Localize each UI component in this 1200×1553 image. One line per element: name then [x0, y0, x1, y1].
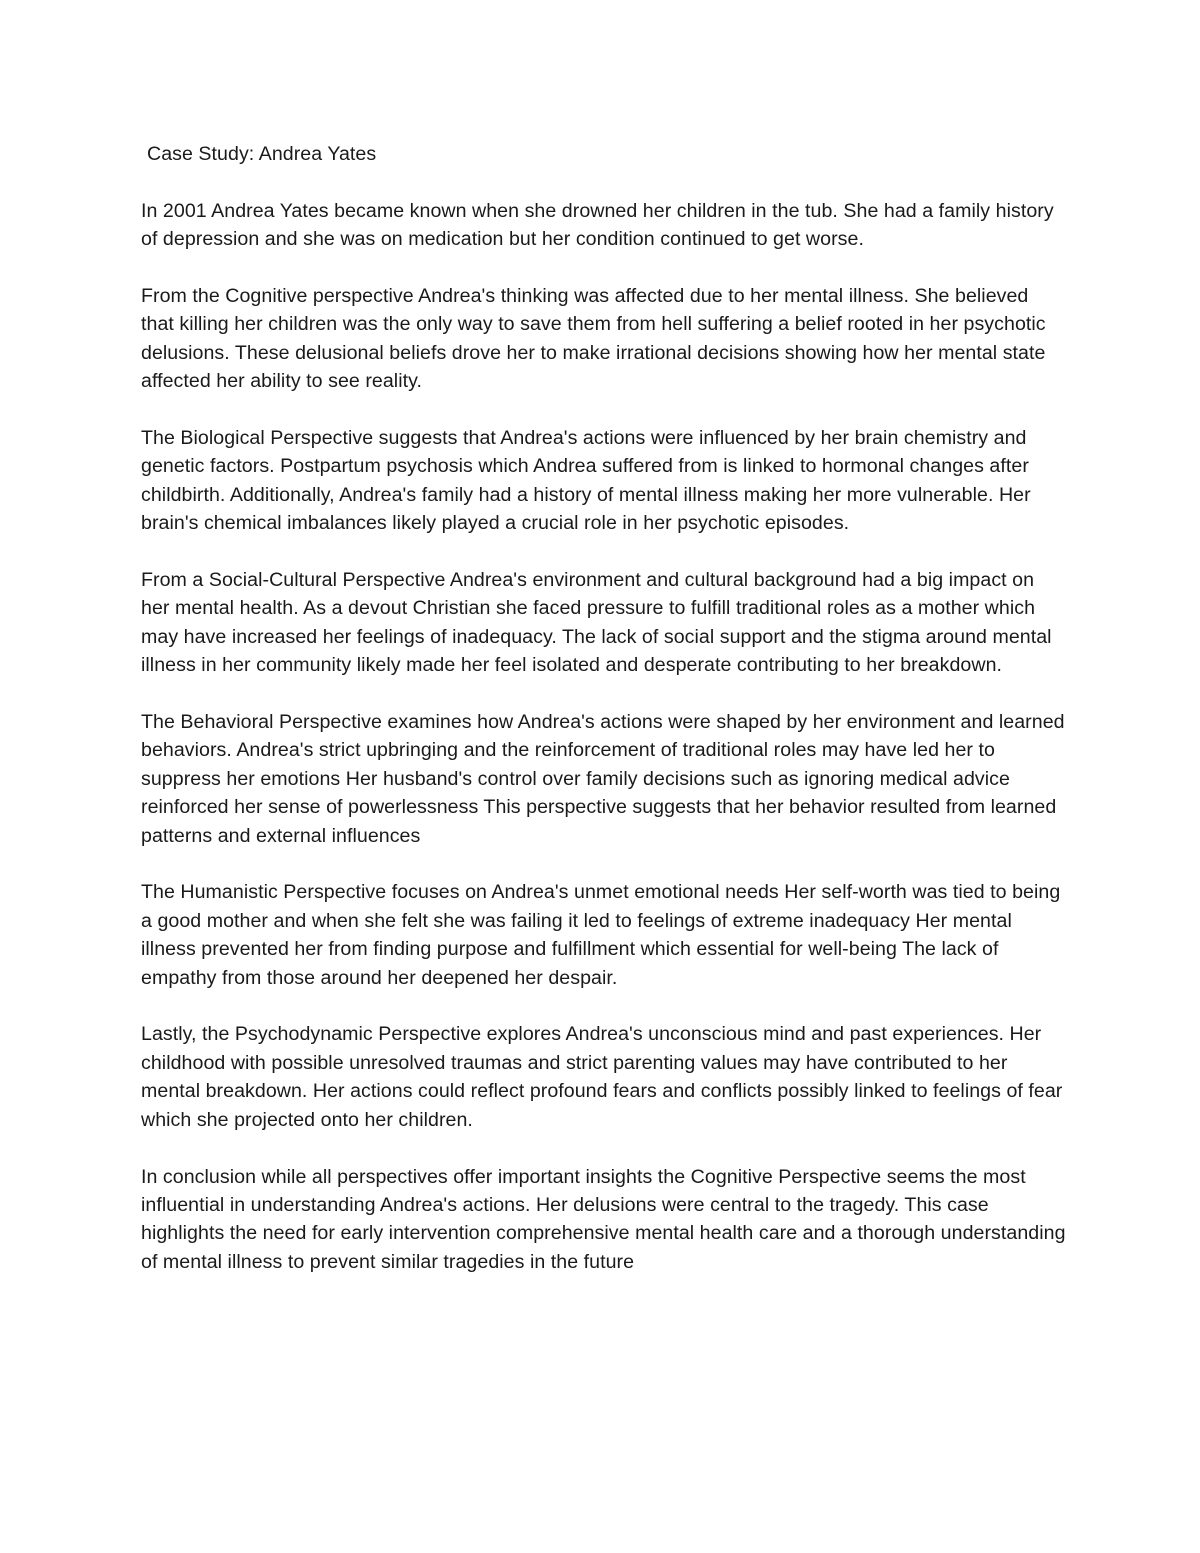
paragraph-intro: In 2001 Andrea Yates became known when she drowned her children in the tub. She had a family history of depression and she was on medication but her condition continued to get worse.	[141, 199, 1054, 251]
document-title: Case Study: Andrea Yates	[147, 143, 377, 165]
paragraph-biological: The Biological Perspective suggests that Andrea's actions were influenced by her brain chemistry and genetic factors. Postpartum psychosis which Andrea suffered from is linked to hormonal changes after childbirth. Additionally, Andrea's family had a history of mental illness making her more vulnerable. Her brain's chemical imbalances likely played a crucial role in her psychotic episodes.	[141, 427, 1031, 535]
paragraph-behavioral: The Behavioral Perspective examines how Andrea's actions were shaped by her environment and learned behaviors. Andrea's strict upbringing and the reinforcement of traditional roles may have led her to suppress her emotions Her husband's control over family decisions such as ignoring medical advice reinforced her sense of powerlessness This perspective suggests that her behavior resulted from learned patterns and external influences	[141, 711, 1065, 847]
paragraph-psychodynamic: Lastly, the Psychodynamic Perspective explores Andrea's unconscious mind and past experiences. Her childhood with possible unresolved traumas and strict parenting values may have contributed to her mental breakdown. Her actions could reflect profound fears and conflicts possibly linked to feelings of fear which she projected onto her children.	[141, 1023, 1063, 1131]
paragraph-humanistic: The Humanistic Perspective focuses on Andrea's unmet emotional needs Her self-worth was tied to being a good mother and when she felt she was failing it led to feelings of extreme inadequacy Her mental illness prevented her from finding purpose and fulfillment which essential for well-being The lack of empathy from those around her deepened her despair.	[141, 881, 1061, 989]
paragraph-social-cultural: From a Social-Cultural Perspective Andrea's environment and cultural background had a big impact on her mental health. As a devout Christian she faced pressure to fulfill traditional roles as a mother which may have increased her feelings of inadequacy. The lack of social support and the stigma around mental illness in her community likely made her feel isolated and desperate contributing to her breakdown.	[141, 569, 1052, 677]
document-body	[141, 140, 1066, 1305]
paragraph-conclusion: In conclusion while all perspectives offer important insights the Cognitive Perspective seems the most influential in understanding Andrea's actions. Her delusions were central to the tragedy. This case highlights the need for early intervention comprehensive mental health care and a thorough understanding of mental illness to prevent similar tragedies in the future	[141, 1165, 1066, 1273]
paragraph-cognitive: From the Cognitive perspective Andrea's thinking was affected due to her mental illness. She believed that killing her children was the only way to save them from hell suffering a belief rooted in her psychotic delusions. These delusional beliefs drove her to make irrational decisions showing how her mental state affected her ability to see reality.	[141, 285, 1046, 393]
